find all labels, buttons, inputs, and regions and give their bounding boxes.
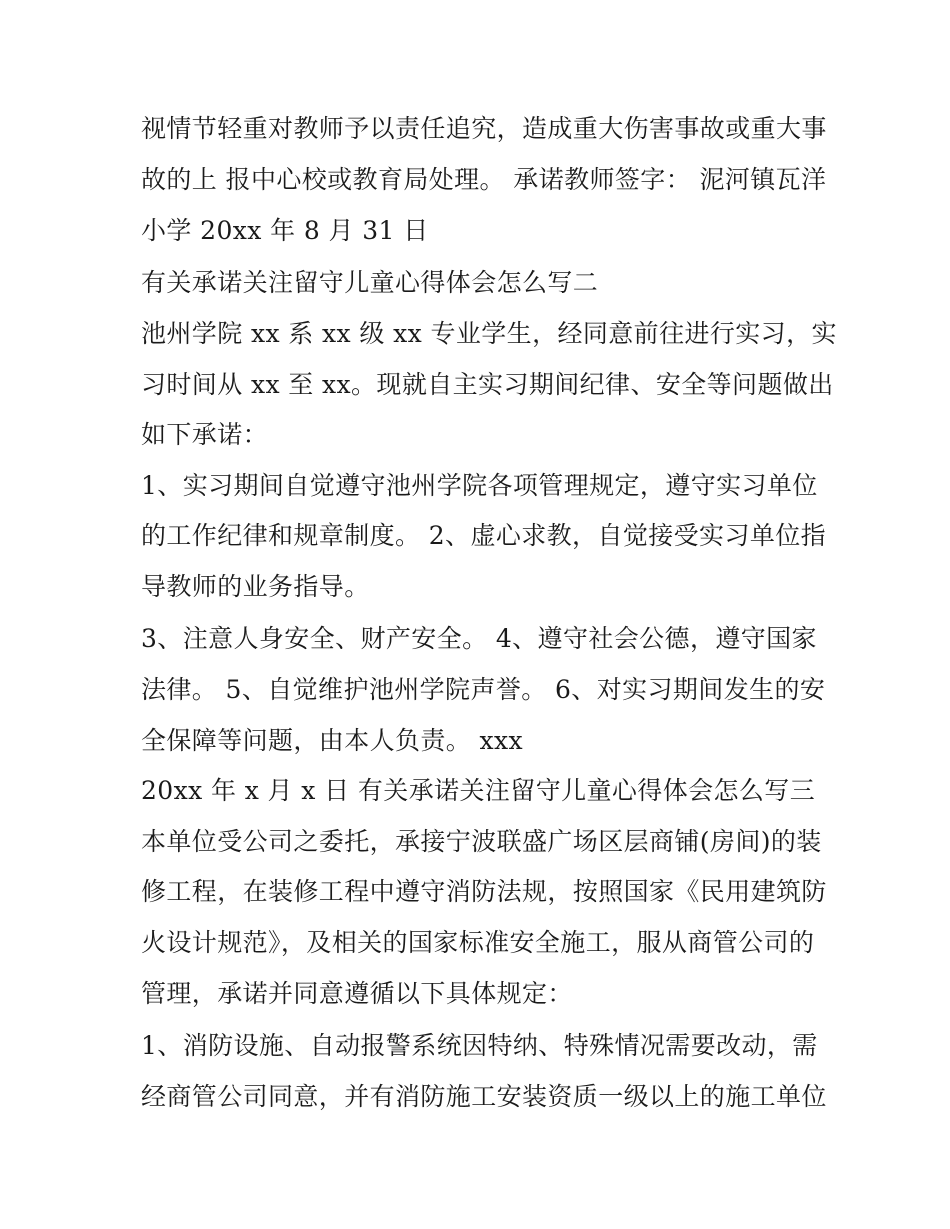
text-line: 本单位受公司之委托，承接宁波联盛广场区层商铺(房间)的装 bbox=[141, 827, 822, 856]
text-line: 管理，承诺并同意遵循以下具体规定： bbox=[141, 979, 573, 1008]
text-line: 导教师的业务指导。 bbox=[141, 572, 370, 601]
text-line: 1、消防设施、自动报警系统因特纳、特殊情况需要改动，需 bbox=[141, 1031, 818, 1060]
text-line: 故的上 报中心校或教育局处理。 承诺教师签字： 泥河镇瓦洋 bbox=[141, 165, 827, 194]
text-line: 的工作纪律和规章制度。 2、虚心求教，自觉接受实习单位指 bbox=[141, 521, 827, 550]
section-heading: 有关承诺关注留守儿童心得体会怎么写二 bbox=[141, 268, 599, 297]
text-line: 经商管公司同意，并有消防施工安装资质一级以上的施工单位 bbox=[141, 1082, 827, 1111]
text-line: 池州学院 xx 系 xx 级 xx 专业学生，经同意前往进行实习，实 bbox=[141, 319, 837, 348]
text-line: 修工程，在装修工程中遵守消防法规，按照国家《民用建筑防 bbox=[141, 877, 827, 906]
text-line: 3、注意人身安全、财产安全。 4、遵守社会公德，遵守国家 bbox=[141, 624, 817, 653]
text-line: 如下承诺： bbox=[141, 420, 269, 449]
text-line: 火设计规范》，及相关的国家标准安全施工，服从商管公司的 bbox=[141, 928, 815, 957]
text-line: 视情节轻重对教师予以责任追究，造成重大伤害事故或重大事 bbox=[141, 114, 827, 143]
text-line: 习时间从 xx 至 xx。现就自主实习期间纪律、安全等问题做出 bbox=[141, 370, 834, 399]
text-line: 1、实习期间自觉遵守池州学院各项管理规定，遵守实习单位 bbox=[141, 471, 818, 500]
text-line: 全保障等问题，由本人负责。 xxx bbox=[141, 726, 524, 755]
section-heading: 20xx 年 x 月 x 日 有关承诺关注留守儿童心得体会怎么写三 bbox=[141, 776, 816, 805]
text-line: 小学 20xx 年 8 月 31 日 bbox=[141, 216, 429, 245]
text-line: 法律。 5、自觉维护池州学院声誉。 6、对实习期间发生的安 bbox=[141, 675, 826, 704]
